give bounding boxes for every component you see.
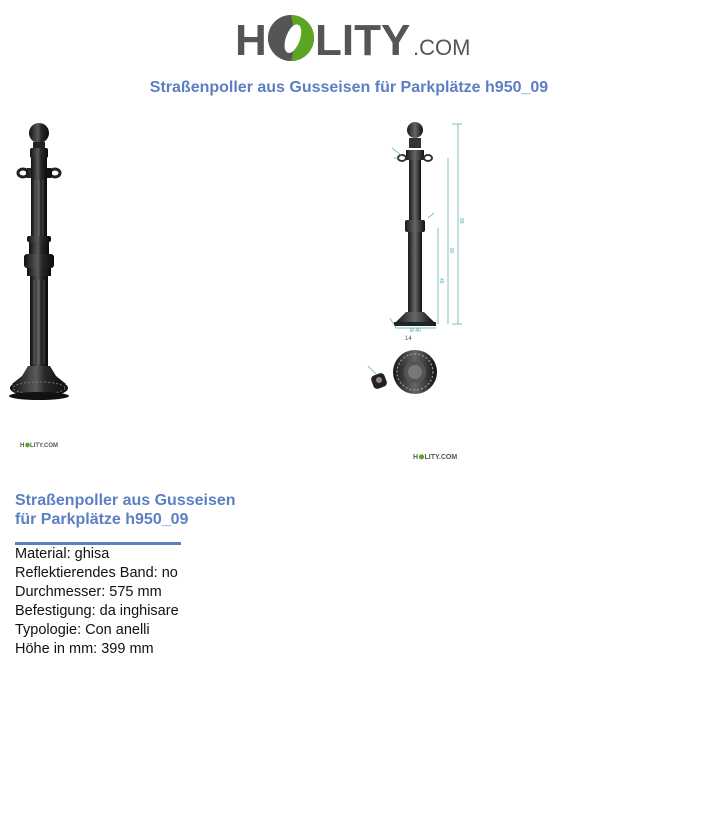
page-title: Straßenpoller aus Gusseisen für Parkplätze h950_09 (149, 79, 549, 96)
svg-text:LITY.COM: LITY.COM (424, 454, 458, 461)
svg-text:LITY: LITY (315, 16, 411, 65)
technical-drawing[interactable] (362, 118, 472, 403)
holity-mini-logo (413, 452, 458, 462)
bollard-image (6, 118, 72, 403)
svg-text:80: 80 (448, 248, 454, 254)
spec-height: Höhe in mm: 399 mm (15, 641, 154, 657)
product-title-line-1: Straßenpoller aus Gusseisen (15, 492, 236, 509)
svg-text:LITY.COM: LITY.COM (30, 443, 58, 449)
dimension-drawing (362, 118, 472, 398)
holity-logo[interactable] (0, 10, 720, 70)
spec-list (15, 545, 179, 659)
holity-mini-logo (20, 440, 58, 450)
drawing-label: 14 (405, 336, 412, 342)
spec-diameter: Durchmesser: 575 mm (15, 584, 162, 600)
spec-reflective-band: Reflektierendes Band: no (15, 565, 178, 581)
mini-logo-left (20, 437, 58, 455)
product-title (15, 491, 255, 529)
product-photo[interactable] (6, 118, 72, 408)
svg-text:H: H (413, 454, 419, 461)
svg-text:Ø 40: Ø 40 (410, 328, 421, 334)
product-title-line-2: für Parkplätze h950_09 (15, 511, 189, 528)
spec-mounting: Befestigung: da inghisare (15, 603, 179, 619)
spec-material: Material: ghisa (15, 546, 110, 562)
svg-text:H: H (20, 443, 25, 449)
svg-text:H: H (235, 16, 267, 65)
spec-type: Typologie: Con anelli (15, 622, 150, 638)
svg-text:99: 99 (458, 218, 464, 224)
holity-logo-graphic (235, 10, 485, 70)
svg-text:.COM: .COM (413, 35, 471, 60)
svg-text:45: 45 (438, 278, 444, 284)
mini-logo-right (413, 449, 458, 467)
